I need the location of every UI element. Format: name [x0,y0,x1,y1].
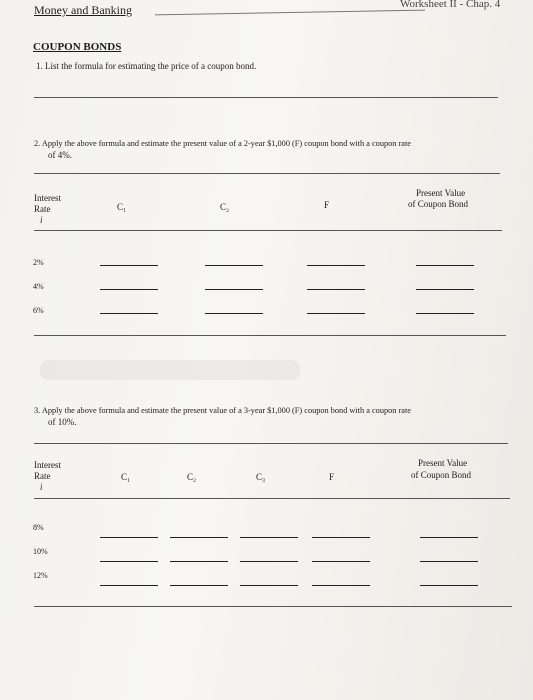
q3-col-interest: Interest [34,460,61,470]
q3-blank[interactable] [420,561,478,562]
q2-col-i: i [40,215,43,225]
q2-col-rate: Rate [34,204,51,214]
q2-header-divider [34,230,502,231]
course-title: Money and Banking [34,3,132,17]
q3-blank[interactable] [170,561,228,562]
q2-col-interest: Interest [34,193,61,203]
q3-divider-top [34,443,508,444]
faded-mark [40,360,300,380]
q3-rate-1: 8% [33,523,44,532]
q2-blank[interactable] [307,313,365,314]
header-divider [155,10,425,16]
q2-col-c2: C₂ [220,202,230,212]
question-1: 1. List the formula for estimating the price of a coupon bond. [36,61,257,71]
q3-blank[interactable] [240,585,298,586]
q2-blank[interactable] [307,289,365,290]
q3-blank[interactable] [100,585,158,586]
q2-rate-2: 4% [33,282,44,291]
q3-blank[interactable] [100,537,158,538]
q3-col-c1: C₁ [121,472,131,482]
q3-blank[interactable] [420,585,478,586]
q2-blank[interactable] [416,289,474,290]
question-3-line-2: of 10%. [48,417,77,427]
q3-blank[interactable] [240,537,298,538]
q3-blank[interactable] [312,561,370,562]
q3-blank[interactable] [240,561,298,562]
q3-col-pv-1: Present Value [418,458,468,468]
q3-blank[interactable] [312,537,370,538]
q2-blank[interactable] [205,313,263,314]
q2-col-pv-2: of Coupon Bond [408,199,469,209]
q3-col-f: F [329,472,335,482]
q2-blank[interactable] [307,265,365,266]
q3-col-c2: C₂ [187,472,197,482]
q3-blank[interactable] [170,585,228,586]
q3-col-c3: C₃ [256,472,266,482]
q2-col-c1: C₁ [117,202,127,212]
q2-blank[interactable] [100,313,158,314]
q3-blank[interactable] [170,537,228,538]
q3-divider-bottom [34,606,512,607]
q2-blank[interactable] [205,289,263,290]
q3-blank[interactable] [420,537,478,538]
q2-blank[interactable] [205,265,263,266]
section-title: COUPON BONDS [33,41,122,53]
q3-rate-2: 10% [33,547,48,556]
q2-divider-top [34,173,500,174]
q3-blank[interactable] [100,561,158,562]
q2-col-f: F [324,200,330,210]
q2-blank[interactable] [100,289,158,290]
q1-answer-line [34,97,498,98]
q3-col-pv-2: of Coupon Bond [411,470,472,480]
q2-rate-1: 2% [33,258,44,267]
q3-col-i: i [40,482,43,492]
q3-blank[interactable] [312,585,370,586]
q2-blank[interactable] [100,265,158,266]
q3-header-divider [34,498,510,499]
q2-blank[interactable] [416,313,474,314]
worksheet-label: Worksheet II - Chap. 4 [400,0,501,10]
q2-col-pv-1: Present Value [416,188,466,198]
q2-rate-3: 6% [33,306,44,315]
question-3-line-1: 3. Apply the above formula and estimate the present value of a 3-year $1,000 (F) coupon bond with a coupon rate [34,406,411,415]
q3-rate-3: 12% [33,571,48,580]
q2-blank[interactable] [416,265,474,266]
question-2-line-2: of 4%. [48,150,72,160]
question-2-line-1: 2. Apply the above formula and estimate the present value of a 2-year $1,000 (F) coupon bond with a coupon rate [34,139,411,148]
q2-divider-bottom [34,335,506,336]
q3-col-rate: Rate [34,471,51,481]
